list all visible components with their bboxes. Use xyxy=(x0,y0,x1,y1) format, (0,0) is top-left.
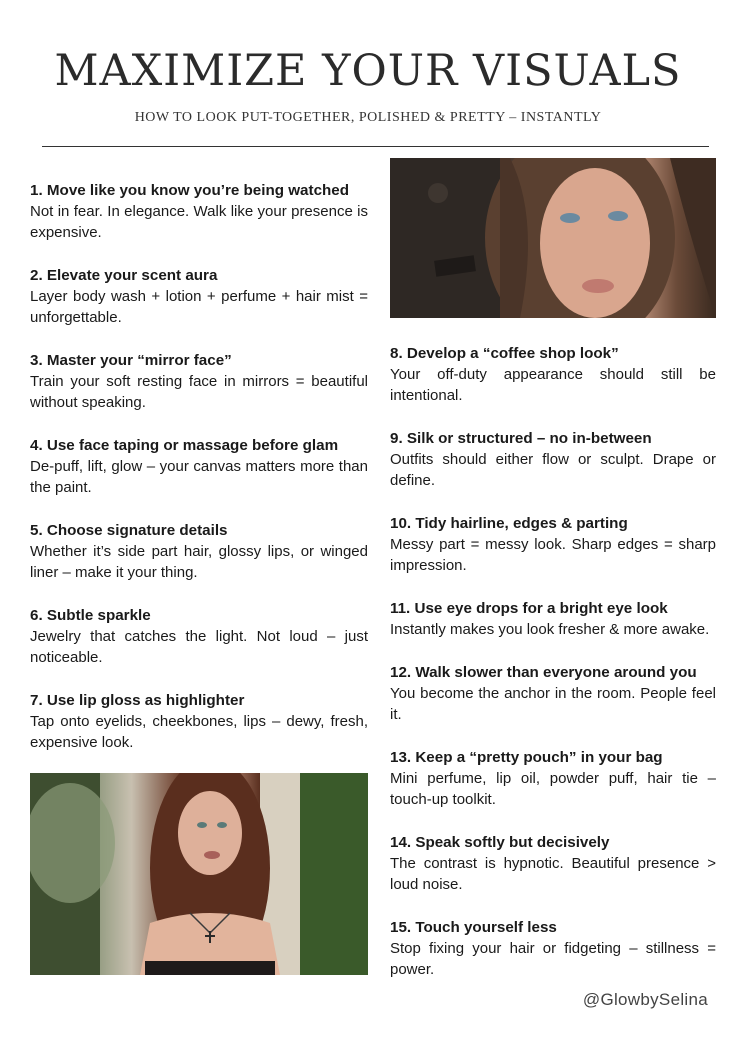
tips-left-column xyxy=(30,180,368,775)
tip-10 xyxy=(390,513,716,598)
tip-body: Your off-duty appearance should still be intentional. xyxy=(390,366,716,404)
tips-right-column xyxy=(390,343,716,1002)
tip-1 xyxy=(30,180,368,265)
tip-3 xyxy=(30,350,368,435)
tip-title: 9. Silk or structured – no in-between xyxy=(390,430,652,447)
tip-body: Instantly makes you look fresher & more awake. xyxy=(390,621,710,638)
tip-title: 6. Subtle sparkle xyxy=(30,607,151,624)
tip-title: 4. Use face taping or massage before glam xyxy=(30,437,339,454)
tip-body: The contrast is hypnotic. Beautiful presence > loud noise. xyxy=(390,855,716,893)
portrait-photo-bottom xyxy=(30,773,368,975)
tip-body: Messy part = messy look. Sharp edges = sharp impression. xyxy=(390,536,716,574)
tip-13 xyxy=(390,747,716,832)
tip-body: Whether it’s side part hair, glossy lips, or winged liner – make it your thing. xyxy=(30,543,368,581)
tip-body: De-puff, lift, glow – your canvas matters more than the paint. xyxy=(30,458,368,496)
tip-14 xyxy=(390,832,716,917)
tip-body: Mini perfume, lip oil, powder puff, hair tie – touch-up toolkit. xyxy=(390,770,716,808)
tip-11 xyxy=(390,598,716,662)
tip-title: 2. Elevate your scent aura xyxy=(30,267,218,284)
tip-title: 11. Use eye drops for a bright eye look xyxy=(390,600,668,617)
tip-8 xyxy=(390,343,716,428)
tip-body: Stop fixing your hair or fidgeting – stillness = power. xyxy=(390,940,716,978)
tip-body: Tap onto eyelids, cheekbones, lips – dewy, fresh, expensive look. xyxy=(30,713,368,751)
tip-title: 5. Choose signature details xyxy=(30,522,228,539)
author-handle: @GlowbySelina xyxy=(582,990,708,1009)
tip-title: 8. Develop a “coffee shop look” xyxy=(390,345,619,362)
tip-2 xyxy=(30,265,368,350)
tip-5 xyxy=(30,520,368,605)
tip-title: 15. Touch yourself less xyxy=(390,919,557,936)
tip-body: Train your soft resting face in mirrors = beautiful without speaking. xyxy=(30,373,368,411)
tip-6 xyxy=(30,605,368,690)
tip-title: 10. Tidy hairline, edges & parting xyxy=(390,515,628,532)
tip-title: 13. Keep a “pretty pouch” in your bag xyxy=(390,749,663,766)
tip-body: You become the anchor in the room. People feel it. xyxy=(390,685,716,723)
tip-title: 7. Use lip gloss as highlighter xyxy=(30,692,245,709)
tip-title: 12. Walk slower than everyone around you xyxy=(390,664,697,681)
header-divider xyxy=(42,146,709,147)
tip-title: 1. Move like you know you’re being watched xyxy=(30,182,350,199)
tip-body: Layer body wash + lotion + perfume + hair mist = unforgettable. xyxy=(30,288,368,326)
portrait-photo-top xyxy=(390,158,716,318)
tip-title: 3. Master your “mirror face” xyxy=(30,352,232,369)
tip-12 xyxy=(390,662,716,747)
page-subtitle: HOW TO LOOK PUT-TOGETHER, POLISHED & PRETTY – INSTANTLY xyxy=(134,110,602,125)
tip-body: Outfits should either flow or sculpt. Drape or define. xyxy=(390,451,716,489)
tip-body: Not in fear. In elegance. Walk like your presence is expensive. xyxy=(30,203,368,241)
tip-body: Jewelry that catches the light. Not loud – just noticeable. xyxy=(30,628,368,666)
tip-7 xyxy=(30,690,368,775)
tip-title: 14. Speak softly but decisively xyxy=(390,834,610,851)
tip-4 xyxy=(30,435,368,520)
page-title: MAXIMIZE YOUR VISUALS xyxy=(54,46,682,96)
tip-9 xyxy=(390,428,716,513)
